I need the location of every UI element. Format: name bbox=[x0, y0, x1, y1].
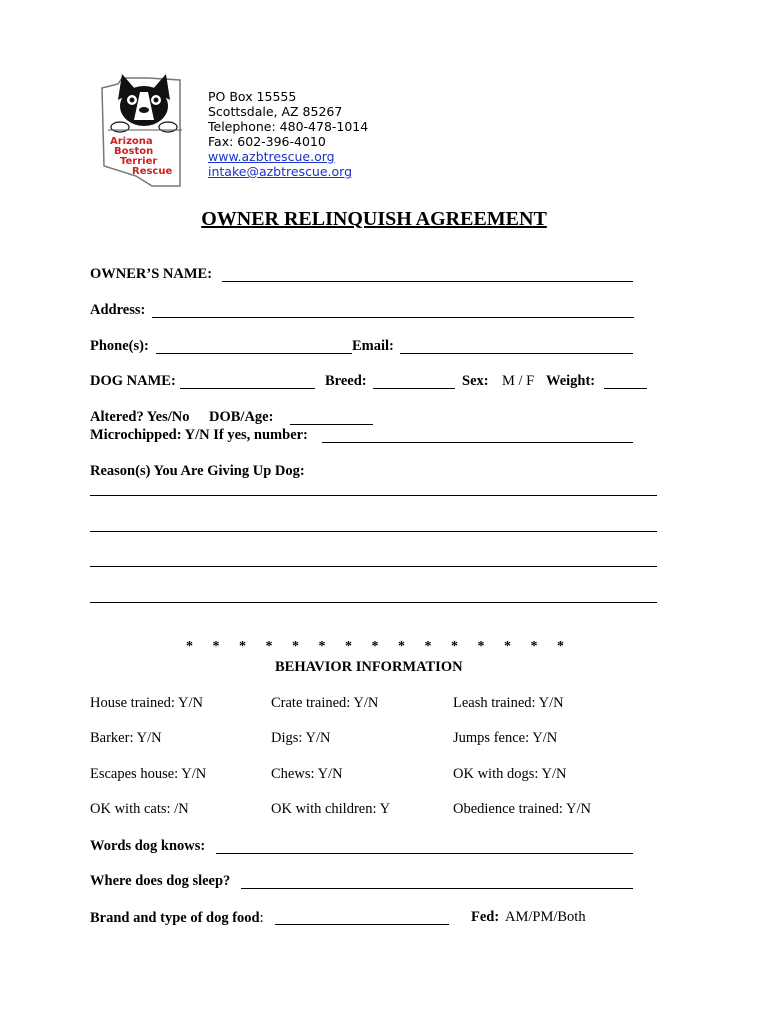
reasons-label: Reason(s) You Are Giving Up Dog: bbox=[90, 463, 305, 479]
fed-options[interactable]: AM/PM/Both bbox=[505, 909, 586, 925]
digs[interactable]: Digs: Y/N bbox=[271, 730, 331, 746]
words-known-label: Words dog knows: bbox=[90, 838, 206, 854]
ok-with-cats[interactable]: OK with cats: /N bbox=[90, 801, 189, 817]
owner-name-label: OWNER’S NAME: bbox=[90, 266, 213, 282]
leash-trained[interactable]: Leash trained: Y/N bbox=[453, 695, 564, 711]
city-state-zip: Scottsdale, AZ 85267 bbox=[208, 104, 343, 119]
sleep-label: Where does dog sleep? bbox=[90, 873, 231, 889]
reason-line-2[interactable] bbox=[90, 531, 657, 532]
sleep-field[interactable] bbox=[241, 888, 633, 889]
dog-name-label: DOG NAME: bbox=[90, 373, 176, 389]
logo-text-arizona: Arizona bbox=[110, 136, 153, 147]
weight-field[interactable] bbox=[604, 388, 647, 389]
food-field[interactable] bbox=[275, 924, 449, 925]
house-trained[interactable]: House trained: Y/N bbox=[90, 695, 204, 711]
po-box: PO Box 15555 bbox=[208, 89, 297, 104]
breed-field[interactable] bbox=[373, 388, 455, 389]
owner-name-field[interactable] bbox=[222, 281, 633, 282]
fax: Fax: 602-396-4010 bbox=[208, 134, 326, 149]
breed-label: Breed: bbox=[325, 373, 367, 389]
phone-field[interactable] bbox=[156, 353, 352, 354]
microchip-number-field[interactable] bbox=[322, 442, 633, 443]
dob-age-field[interactable] bbox=[290, 424, 373, 425]
ok-with-dogs[interactable]: OK with dogs: Y/N bbox=[453, 766, 567, 782]
dog-name-field[interactable] bbox=[180, 388, 315, 389]
fed-label: Fed: bbox=[471, 909, 500, 925]
email-field[interactable] bbox=[400, 353, 633, 354]
obedience-trained[interactable]: Obedience trained: Y/N bbox=[453, 801, 591, 817]
email-link[interactable]: intake@azbtrescue.org bbox=[208, 164, 353, 179]
words-known-field[interactable] bbox=[216, 853, 633, 854]
telephone: Telephone: 480-478-1014 bbox=[208, 119, 369, 134]
chews[interactable]: Chews: Y/N bbox=[271, 766, 343, 782]
jumps-fence[interactable]: Jumps fence: Y/N bbox=[453, 730, 558, 746]
star-separator: * * * * * * * * * * * * * * * bbox=[186, 639, 564, 654]
logo-text-terrier: Terrier bbox=[120, 156, 158, 167]
logo-text-rescue: Rescue bbox=[132, 166, 173, 177]
food-label bbox=[90, 909, 264, 927]
address-label: Address: bbox=[90, 302, 146, 318]
reason-line-4[interactable] bbox=[90, 602, 657, 603]
sex-options[interactable]: M / F bbox=[502, 373, 535, 389]
microchipped-label: Microchipped: Y/N If yes, number: bbox=[90, 427, 308, 443]
address-field[interactable] bbox=[152, 317, 634, 318]
logo-text-boston: Boston bbox=[114, 146, 154, 157]
phone-label: Phone(s): bbox=[90, 338, 149, 354]
dob-age-label: DOB/Age: bbox=[209, 409, 274, 425]
sex-label: Sex: bbox=[462, 373, 489, 389]
food-label-colon: : bbox=[259, 910, 264, 926]
rescue-logo bbox=[96, 70, 188, 188]
barker[interactable]: Barker: Y/N bbox=[90, 730, 162, 746]
crate-trained[interactable]: Crate trained: Y/N bbox=[271, 695, 379, 711]
website-link[interactable]: www.azbtrescue.org bbox=[208, 149, 335, 164]
email-label: Email: bbox=[352, 338, 394, 354]
reason-line-1[interactable] bbox=[90, 495, 657, 496]
altered-label[interactable]: Altered? Yes/No bbox=[90, 409, 190, 425]
behavior-heading: BEHAVIOR INFORMATION bbox=[275, 659, 463, 675]
ok-with-children[interactable]: OK with children: Y bbox=[271, 801, 391, 817]
weight-label: Weight: bbox=[546, 373, 596, 389]
food-label-text: Brand and type of dog food bbox=[90, 910, 260, 926]
reason-line-3[interactable] bbox=[90, 566, 657, 567]
page-title: OWNER RELINQUISH AGREEMENT bbox=[201, 208, 547, 230]
escapes-house[interactable]: Escapes house: Y/N bbox=[90, 766, 207, 782]
